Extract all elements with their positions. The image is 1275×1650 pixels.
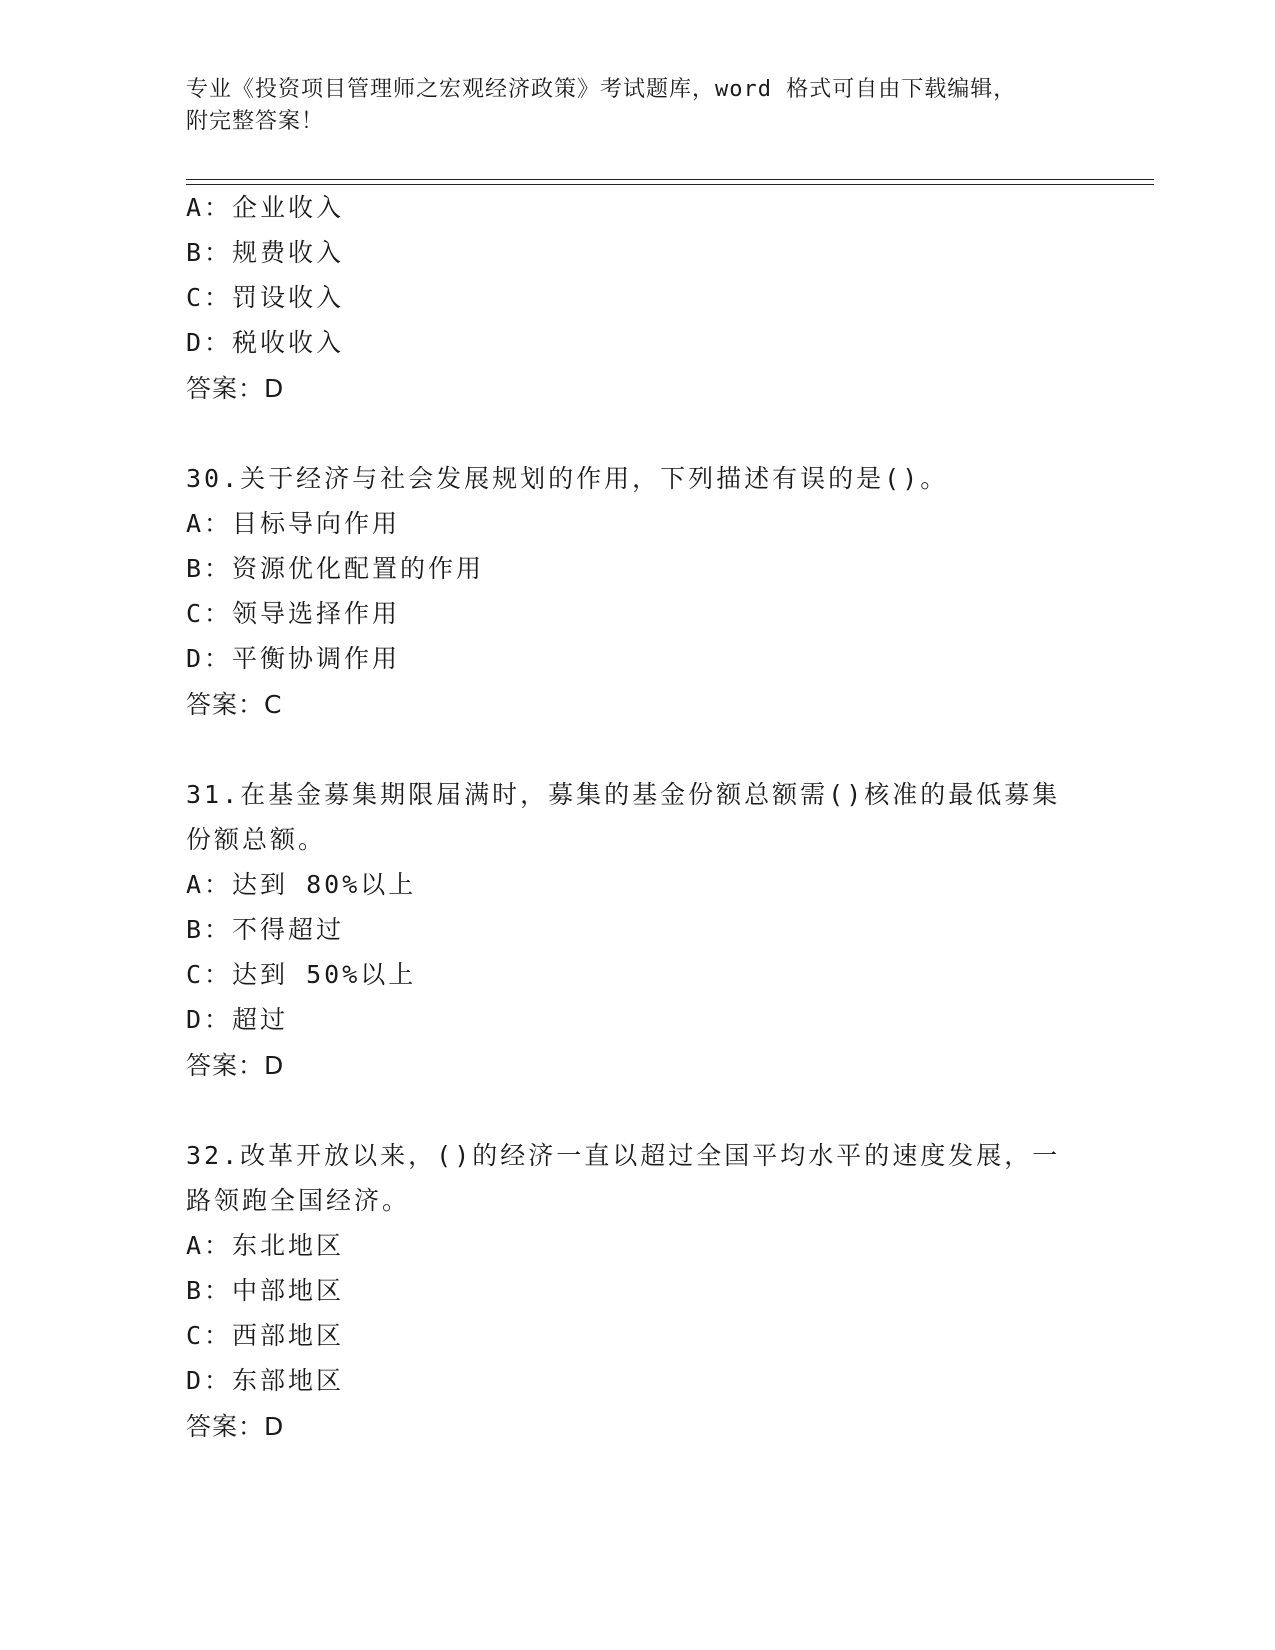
header-line-2: 附完整答案！ — [186, 109, 325, 134]
q29-option-c: C：罚设收入 — [186, 283, 345, 312]
q29-option-d: D：税收收入 — [186, 328, 345, 357]
q31-question-line-2: 份额总额。 — [186, 825, 327, 854]
q32-option-a: A：东北地区 — [186, 1231, 345, 1260]
q32-option-b: B：中部地区 — [186, 1276, 345, 1305]
q31-question-line-1: 31.在基金募集期限届满时，募集的基金份额总额需()核准的最低募集 — [186, 780, 1061, 809]
q32-answer: 答案：D — [186, 1412, 285, 1441]
q30-answer: 答案：C — [186, 690, 283, 719]
q29-option-b: B：规费收入 — [186, 238, 345, 267]
document-header — [186, 74, 1066, 138]
q32-question-line-2: 路领跑全国经济。 — [186, 1186, 411, 1215]
q29-answer: 答案：D — [186, 374, 285, 403]
q32-question-line-1: 32.改革开放以来，()的经济一直以超过全国平均水平的速度发展，一 — [186, 1141, 1061, 1170]
q30-option-b: B：资源优化配置的作用 — [186, 554, 485, 583]
q29-option-a: A：企业收入 — [186, 193, 345, 222]
q32-option-c: C：西部地区 — [186, 1321, 345, 1350]
q31-option-d: D：超过 — [186, 1005, 289, 1034]
header-divider-bottom — [186, 184, 1154, 185]
q30-option-d: D：平衡协调作用 — [186, 644, 401, 673]
q30-option-c: C：领导选择作用 — [186, 599, 401, 628]
q31-answer: 答案：D — [186, 1051, 285, 1080]
q32-option-d: D：东部地区 — [186, 1366, 345, 1395]
q30-option-a: A：目标导向作用 — [186, 509, 401, 538]
q31-option-c: C：达到 50%以上 — [186, 960, 417, 989]
q31-option-a: A：达到 80%以上 — [186, 870, 417, 899]
header-line-1: 专业《投资项目管理师之宏观经济政策》考试题库，word 格式可自由下载编辑， — [186, 77, 1017, 102]
q30-question: 30.关于经济与社会发展规划的作用，下列描述有误的是()。 — [186, 464, 949, 493]
q31-option-b: B：不得超过 — [186, 915, 345, 944]
header-divider-top — [186, 179, 1154, 180]
